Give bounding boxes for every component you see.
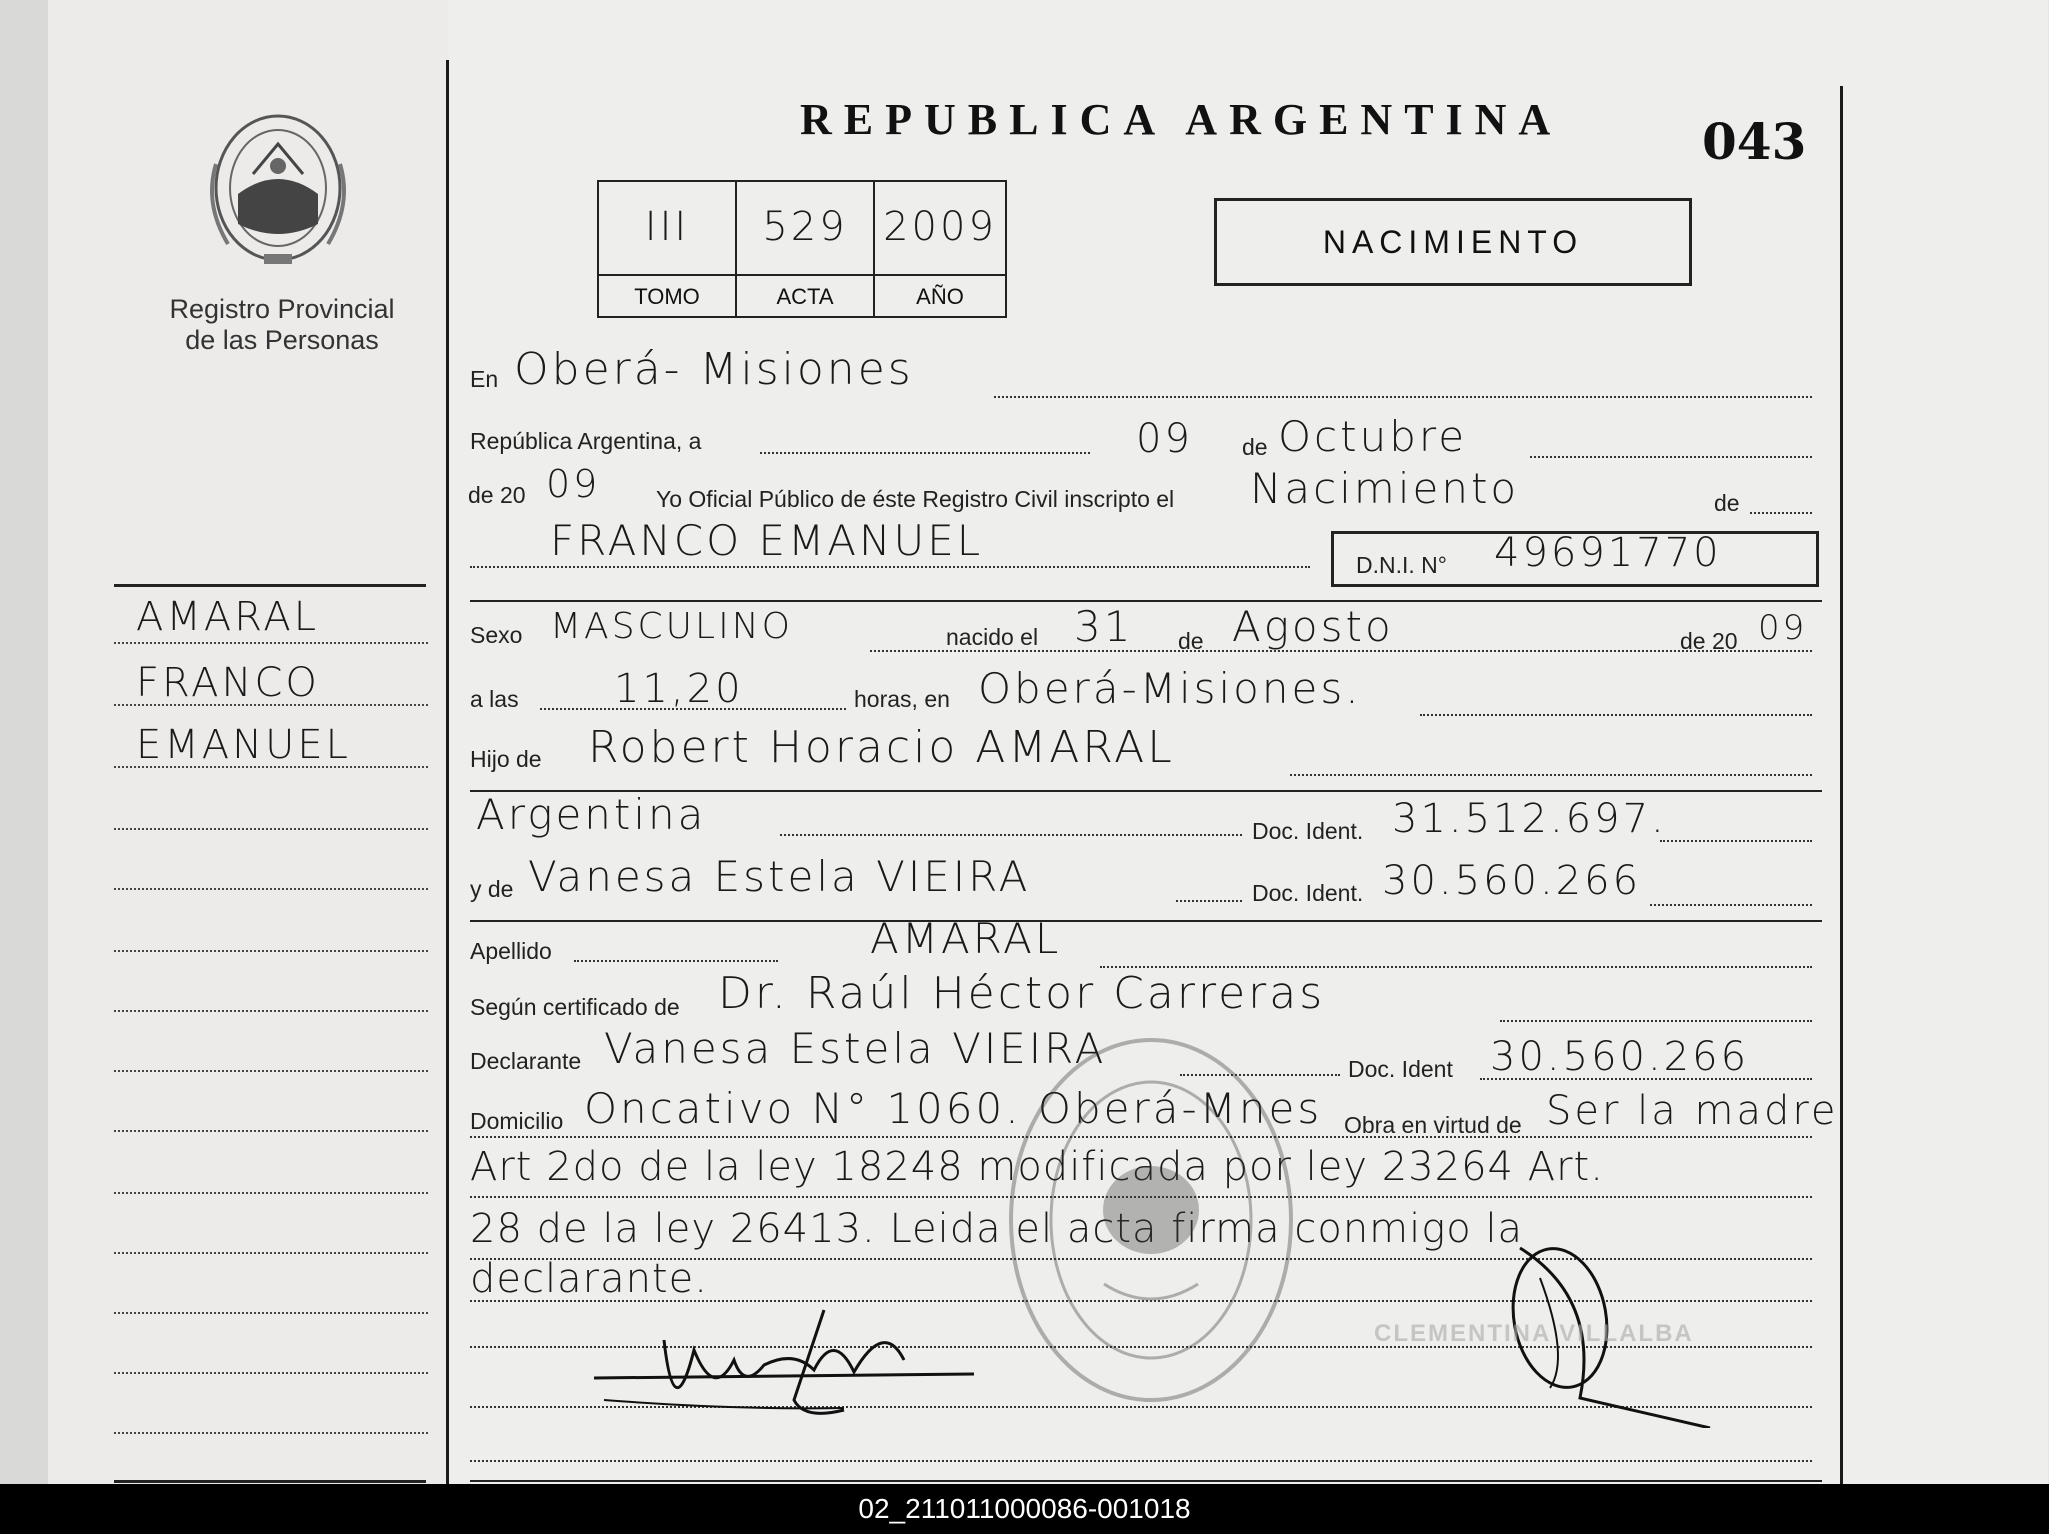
mother-value: Vanesa Estela VIEIRA — [528, 852, 1031, 901]
horas-label: horas, en — [854, 686, 950, 712]
acta-cell — [737, 182, 875, 316]
tomo-value: III — [644, 204, 690, 250]
child-name-line — [470, 566, 1310, 568]
tomo-acta-anio-box — [597, 180, 1007, 318]
right-vertical-rule — [1840, 86, 1843, 1484]
side-middle-name: EMANUEL — [136, 722, 351, 768]
side-first-name: FRANCO — [136, 660, 320, 706]
tomo-label: TOMO — [599, 274, 735, 308]
birth-day-value: 31 — [1074, 602, 1134, 651]
side-row — [114, 704, 428, 706]
inscripto-de-label: de — [1714, 490, 1740, 516]
section-divider-1 — [470, 600, 1822, 602]
bottom-rule — [470, 1480, 1822, 1482]
obra-label: Obra en virtud de — [1344, 1112, 1522, 1138]
declarante-doc-value: 30.560.266 — [1490, 1034, 1750, 1080]
en-label: En — [470, 366, 499, 392]
dni-label: D.N.I. N° — [1356, 552, 1447, 578]
hour-value: 11,20 — [614, 666, 744, 712]
side-row — [114, 1252, 428, 1254]
birth-month-value: Agosto — [1232, 602, 1394, 651]
domicilio-value: Oncativo N° 1060. Oberá-Mnes — [584, 1084, 1323, 1133]
document-type-box: NACIMIENTO — [1214, 198, 1692, 286]
birth-place-line — [1420, 714, 1812, 716]
side-bottom-rule — [114, 1480, 426, 1483]
side-divider — [114, 584, 426, 587]
father-doc-label: Doc. Ident. — [1252, 818, 1364, 844]
apellido-line-left — [574, 960, 778, 962]
father-value: Robert Horacio AMARAL — [588, 722, 1175, 773]
month-line — [1530, 456, 1812, 458]
hijo-label: Hijo de — [470, 746, 542, 772]
side-row — [114, 1070, 428, 1072]
y-de-label: y de — [470, 876, 514, 902]
inscripto-value: Nacimiento — [1250, 464, 1520, 513]
apellido-value: AMARAL — [870, 914, 1062, 963]
birth-day-de-label: de — [1178, 628, 1204, 654]
birth-year-value: 09 — [1758, 608, 1808, 648]
side-row — [114, 1372, 428, 1374]
mother-doc-value: 30.560.266 — [1382, 858, 1642, 904]
segun-label: Según certificado de — [470, 994, 680, 1020]
child-name-value: FRANCO EMANUEL — [550, 516, 984, 565]
official-seal-icon — [1004, 1034, 1298, 1406]
anio-cell — [875, 182, 1005, 316]
father-line — [1290, 774, 1812, 776]
side-surname: AMARAL — [136, 594, 320, 640]
section-divider-3 — [470, 920, 1822, 922]
en-value: Oberá- Misiones — [514, 344, 914, 395]
side-row — [114, 766, 428, 768]
birth-year-label: de 20 — [1680, 628, 1738, 654]
side-row — [114, 1312, 428, 1314]
side-row — [114, 642, 428, 644]
a-las-label: a las — [470, 686, 519, 712]
hour-line — [540, 708, 846, 710]
registry-name-line2: de las Personas — [185, 325, 379, 355]
declarante-value: Vanesa Estela VIEIRA — [604, 1024, 1107, 1073]
obra-value: Ser la madre — [1546, 1088, 1839, 1134]
domicilio-label: Domicilio — [470, 1108, 564, 1134]
side-row — [114, 828, 428, 830]
birth-place-value: Oberá-Misiones. — [978, 664, 1362, 713]
left-vertical-rule — [446, 60, 449, 1484]
republica-label: República Argentina, a — [470, 428, 702, 454]
mother-line — [1176, 900, 1242, 902]
anio-value: 2009 — [883, 204, 997, 250]
acta-label: ACTA — [737, 274, 873, 308]
inscripto-line — [1750, 512, 1812, 514]
father-doc-line — [1660, 840, 1812, 842]
tomo-cell — [599, 182, 737, 316]
declarante-doc-line — [1480, 1078, 1812, 1080]
month-value: Octubre — [1278, 412, 1468, 461]
declarante-doc-label: Doc. Ident — [1348, 1056, 1453, 1082]
provincial-emblem-icon — [198, 104, 358, 272]
anio-label: AÑO — [875, 274, 1005, 308]
side-row — [114, 1010, 428, 1012]
side-row — [114, 1130, 428, 1132]
apellido-label: Apellido — [470, 938, 552, 964]
side-row — [114, 1192, 428, 1194]
doctor-value: Dr. Raúl Héctor Carreras — [718, 968, 1326, 1019]
note-rule-6 — [470, 1460, 1812, 1462]
note-line-2: 28 de la ley 26413. Leida el acta firma conmigo la — [470, 1206, 1524, 1252]
doctor-line — [1500, 1020, 1812, 1022]
record-number: 043 — [1702, 112, 1807, 171]
side-row — [114, 888, 428, 890]
declarant-signature-icon — [584, 1290, 994, 1430]
side-row — [114, 950, 428, 952]
document-title: REPUBLICA ARGENTINA — [800, 95, 1563, 144]
side-row — [114, 1432, 428, 1434]
year-prefix-label: de 20 — [468, 482, 526, 508]
en-line — [994, 396, 1812, 398]
sexo-label: Sexo — [470, 622, 523, 648]
day-de-label: de — [1242, 434, 1268, 460]
nacido-label: nacido el — [946, 624, 1039, 650]
mother-doc-label: Doc. Ident. — [1252, 880, 1364, 906]
mother-doc-line — [1650, 904, 1812, 906]
day-value: 09 — [1136, 416, 1193, 462]
sexo-line — [870, 650, 1812, 652]
note-line-1: Art 2do de la ley 18248 modificada por ley 23264 Art. — [470, 1144, 1604, 1190]
sexo-value: MASCULINO — [550, 606, 793, 647]
image-code-bar: 02_211011000086-001018 — [0, 1484, 2049, 1534]
year-value: 09 — [546, 462, 601, 506]
dni-value: 49691770 — [1494, 530, 1722, 576]
nationality-line — [780, 834, 1242, 836]
note-line-3: declarante. — [470, 1256, 708, 1302]
republica-line — [760, 452, 1090, 454]
declarante-label: Declarante — [470, 1048, 582, 1074]
official-stamp-name: CLEMENTINA VILLALBA — [1374, 1320, 1694, 1347]
registry-name-line1: Registro Provincial — [169, 294, 395, 324]
registry-name — [140, 294, 424, 356]
father-nationality-value: Argentina — [476, 790, 707, 839]
oficial-label: Yo Oficial Público de éste Registro Civil inscripto el — [656, 486, 1175, 512]
acta-value: 529 — [762, 204, 848, 250]
book-spine — [0, 0, 48, 1484]
father-doc-value: 31.512.697. — [1392, 796, 1667, 842]
